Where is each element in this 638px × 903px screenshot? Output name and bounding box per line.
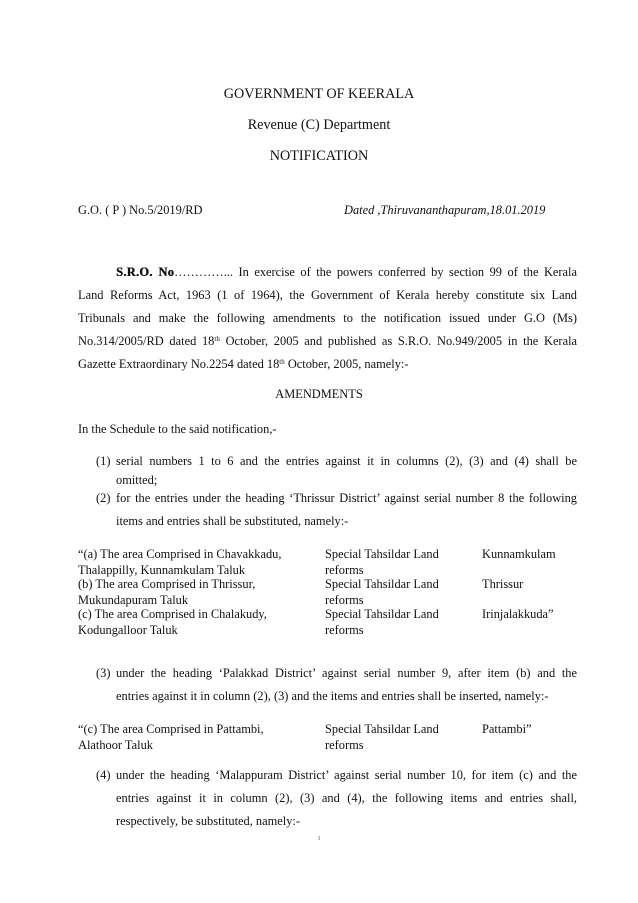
item-number: (1)	[96, 454, 111, 468]
place-cell: Thrissur	[482, 577, 524, 591]
table-row	[325, 576, 475, 608]
item-3-line-1: under the heading ‘Palakkad District’ against serial number 9, after item (b) and the	[116, 666, 577, 680]
table-row	[325, 721, 475, 753]
item-2-line-2: items and entries shall be substituted, namely:-	[116, 514, 349, 528]
item-1-line-1: serial numbers 1 to 6 and the entries against it in columns (2), (3) and (4) shall be	[116, 454, 577, 468]
sro-label: S.R.O. No	[116, 265, 175, 279]
item-number: (4)	[96, 768, 111, 782]
table-row	[78, 606, 318, 638]
area-cell: Kodungalloor Taluk	[78, 623, 178, 637]
item-4-line-3: respectively, be substituted, namely:-	[116, 814, 300, 828]
table-row	[78, 576, 318, 608]
area-cell: Thalappilly, Kunnamkulam Taluk	[78, 563, 246, 577]
table-row	[325, 546, 475, 578]
item-number: (2)	[96, 491, 111, 505]
intro-line-2: Land Reforms Act, 1963 (1 of 1964), the Government of Kerala hereby constitute six Land	[78, 288, 577, 302]
item-4-line-2: entries against it in column (2), (3) and (4), the following items and entries shall,	[116, 791, 577, 805]
department-heading: Revenue (C) Department	[247, 117, 391, 133]
tribunal-cell: Special Tahsildar Land	[325, 547, 439, 561]
sro-dots: …………..	[174, 265, 230, 279]
intro-line-1-text: . In exercise of the powers conferred by section 99 of the Kerala	[229, 265, 577, 279]
tribunal-cell: Special Tahsildar Land	[325, 722, 439, 736]
go-number: G.O. ( P ) No.5/2019/RD	[78, 203, 203, 217]
page-number: 1	[317, 836, 321, 842]
area-cell: Mukundapuram Taluk	[78, 593, 189, 607]
notification-heading: NOTIFICATION	[269, 148, 369, 164]
item-2-line-1: for the entries under the heading ‘Thrissur District’ against serial number 8 the following	[116, 491, 577, 505]
intro-line-5-b: October, 2005, namely:-	[284, 357, 409, 371]
ordinal-suffix: th	[279, 358, 285, 366]
ordinal-suffix: th	[214, 335, 220, 343]
item-1-line-2: omitted;	[116, 473, 158, 487]
intro-line-3: Tribunals and make the following amendments to the notification issued under G.O (Ms)	[78, 311, 577, 325]
table-row	[78, 721, 318, 753]
table-row	[325, 606, 475, 638]
document-title: GOVERNMENT OF KEERALA	[223, 86, 415, 102]
item-4-line-1: under the heading ‘Malappuram District’ against serial number 10, for item (c) and the	[116, 768, 577, 782]
date-line: Dated ,Thiruvananthapuram,18.01.2019	[344, 203, 546, 217]
area-cell: (b) The area Comprised in Thrissur,	[78, 577, 256, 591]
intro-line-4	[78, 334, 577, 349]
intro-line-5-a: Gazette Extraordinary No.2254 dated 18	[78, 357, 280, 371]
tribunal-cell: reforms	[325, 593, 364, 607]
area-cell: Alathoor Taluk	[78, 738, 153, 752]
item-3-line-2: entries against it in column (2), (3) and the items and entries shall be inserted, namely:-	[116, 689, 549, 703]
item-number: (3)	[96, 666, 111, 680]
table-row	[78, 546, 318, 578]
place-cell: Pattambi”	[482, 722, 532, 736]
area-cell: “(c) The area Comprised in Pattambi,	[78, 722, 264, 736]
intro-line-4-a: No.314/2005/RD dated 18	[78, 334, 215, 348]
area-cell: (c) The area Comprised in Chalakudy,	[78, 607, 267, 621]
schedule-intro: In the Schedule to the said notification,-	[78, 422, 277, 436]
tribunal-cell: reforms	[325, 563, 364, 577]
intro-line-5	[78, 357, 408, 372]
tribunal-cell: reforms	[325, 738, 364, 752]
place-cell: Kunnamkulam	[482, 547, 556, 561]
area-cell: “(a) The area Comprised in Chavakkadu,	[78, 547, 282, 561]
intro-line-4-b: October, 2005 and published as S.R.O. No.949/2005 in the Kerala	[219, 334, 578, 348]
tribunal-cell: Special Tahsildar Land	[325, 607, 439, 621]
amendments-heading: AMENDMENTS	[275, 387, 363, 401]
place-cell: Irinjalakkuda”	[482, 607, 554, 621]
tribunal-cell: reforms	[325, 623, 364, 637]
tribunal-cell: Special Tahsildar Land	[325, 577, 439, 591]
intro-line-1	[116, 265, 577, 280]
